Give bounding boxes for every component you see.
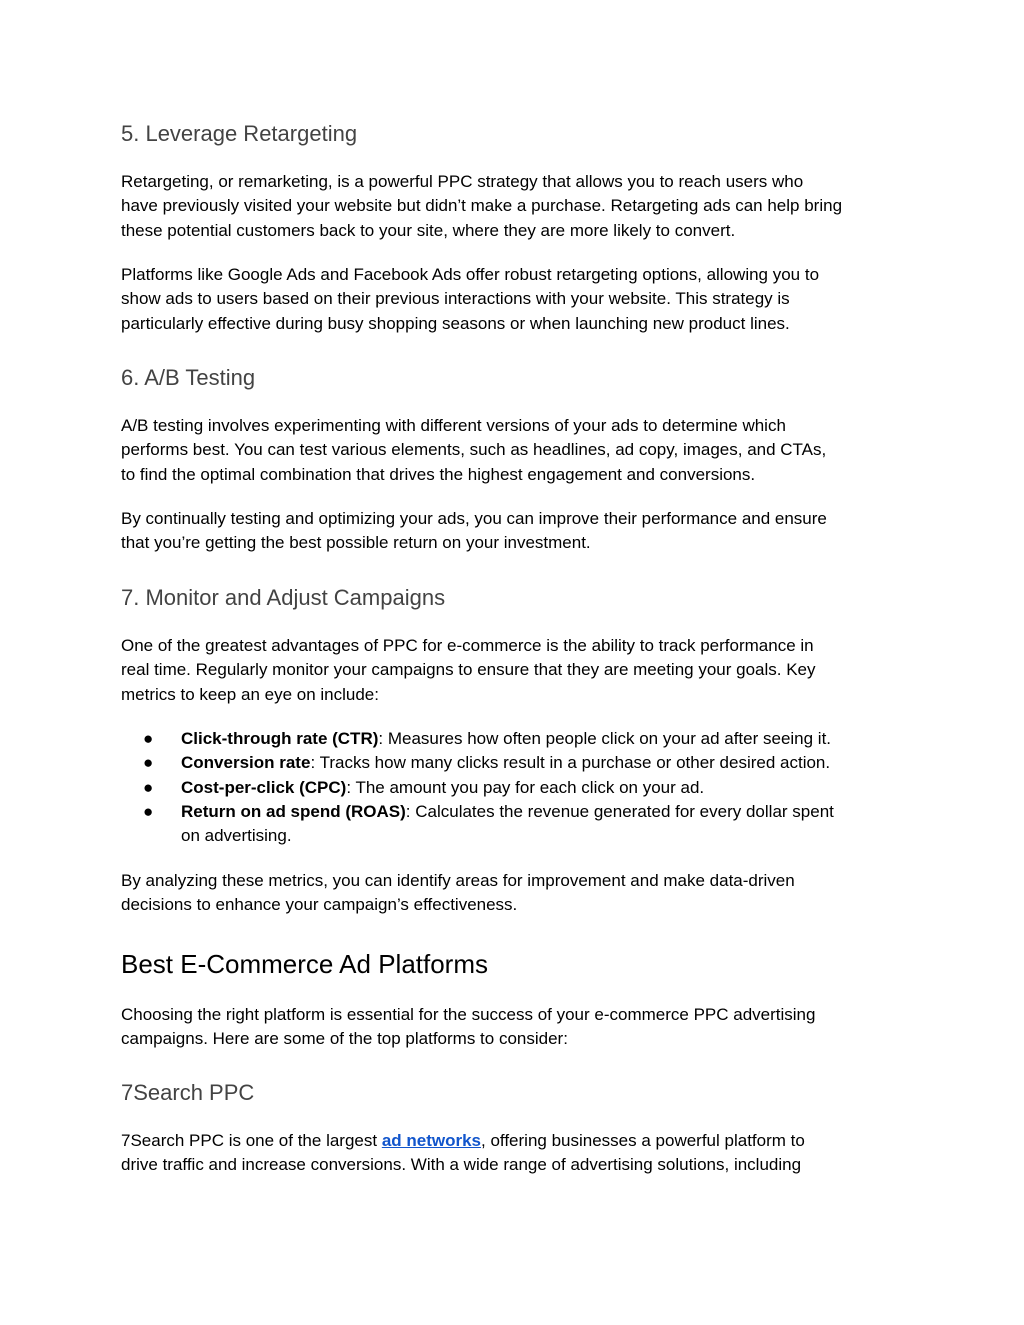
text-line: By continually testing and optimizing your ads, you can improve their performance and ensure — [121, 509, 827, 528]
heading-best-ecommerce-platforms: Best E-Commerce Ad Platforms — [121, 949, 488, 979]
text-line: campaigns. Here are some of the top platforms to consider: — [121, 1029, 568, 1049]
text-line: drive traffic and increase conversions. With a wide range of advertising solutions, including — [121, 1155, 802, 1175]
text-line: real time. Regularly monitor your campaigns to ensure that they are meeting your goals. Key — [121, 660, 816, 680]
paragraph-7search-intro — [121, 1129, 911, 1178]
text-line: decisions to enhance your campaign’s effectiveness. — [121, 895, 518, 915]
text-line: performs best. You can test various elements, such as headlines, ad copy, images, and CTAs, — [121, 440, 827, 460]
text-line: have previously visited your website but didn’t make a purchase. Retargeting ads can help bring — [121, 196, 843, 216]
definition: : Measures how often people click on your ad after seeing it. — [378, 729, 832, 748]
paragraph-ab-testing-intro — [121, 414, 911, 487]
heading-monitor-adjust: 7. Monitor and Adjust Campaigns — [121, 585, 446, 610]
text-line: By analyzing these metrics, you can identify areas for improvement and make data-driven — [121, 871, 795, 890]
text-line: metrics to keep an eye on include: — [121, 684, 379, 704]
term: Return on ad spend (ROAS) — [181, 801, 406, 821]
paragraph-platforms-intro — [121, 1003, 911, 1052]
definition: : Calculates the revenue generated for every dollar spent — [405, 801, 834, 821]
text-line: that you’re getting the best possible return on your investment. — [121, 533, 591, 553]
definition: : The amount you pay for each click on your ad. — [346, 777, 705, 797]
text-line: Platforms like Google Ads and Facebook Ads offer robust retargeting options, allowing you to — [121, 265, 820, 284]
term: Click-through rate (CTR) — [181, 729, 379, 748]
heading-7search-ppc: 7Search PPC — [121, 1080, 255, 1105]
list-item-cpc — [121, 776, 834, 800]
term: Conversion rate — [181, 753, 311, 773]
text-line — [121, 1129, 911, 1153]
bullet-icon: ● — [143, 729, 154, 748]
bullet-icon: ● — [143, 777, 154, 797]
paragraph-monitor-intro — [121, 634, 911, 707]
definition-continued: on advertising. — [181, 826, 292, 846]
bullet-icon: ● — [143, 753, 154, 773]
heading-ab-testing: 6. A/B Testing — [121, 365, 256, 390]
heading-leverage-retargeting: 5. Leverage Retargeting — [121, 121, 358, 146]
text-line: A/B testing involves experimenting with different versions of your ads to determine which — [121, 416, 786, 435]
text-segment: 7Search PPC is one of the largest — [121, 1131, 382, 1150]
text-line: Choosing the right platform is essential for the success of your e-commerce PPC advertising — [121, 1005, 816, 1024]
term: Cost-per-click (CPC) — [181, 777, 347, 797]
text-line: these potential customers back to your site, where they are more likely to convert. — [121, 220, 736, 240]
text-line: particularly effective during busy shopping seasons or when launching new product lines. — [121, 313, 790, 333]
list-item-conversion-rate — [121, 751, 834, 775]
text-line: One of the greatest advantages of PPC for e-commerce is the ability to track performance in — [121, 636, 814, 655]
paragraph-monitor-conclusion — [121, 869, 911, 918]
paragraph-retargeting-intro — [121, 170, 911, 243]
ad-networks-link[interactable]: ad networks — [381, 1131, 482, 1150]
text-line: Retargeting, or remarketing, is a powerful PPC strategy that allows you to reach users who — [121, 172, 804, 191]
metrics-list — [121, 727, 834, 848]
bullet-icon: ● — [143, 801, 154, 821]
text-line: to find the optimal combination that drives the highest engagement and conversions. — [121, 464, 756, 484]
list-item-roas — [121, 800, 834, 849]
paragraph-ab-testing-optimize — [121, 507, 911, 556]
list-item-ctr — [121, 727, 834, 751]
text-segment: , offering businesses a powerful platform to — [481, 1131, 805, 1150]
text-line: show ads to users based on their previous interactions with your website. This strategy is — [121, 289, 790, 309]
definition: : Tracks how many clicks result in a purchase or other desired action. — [310, 753, 831, 773]
paragraph-retargeting-platforms — [121, 263, 911, 336]
